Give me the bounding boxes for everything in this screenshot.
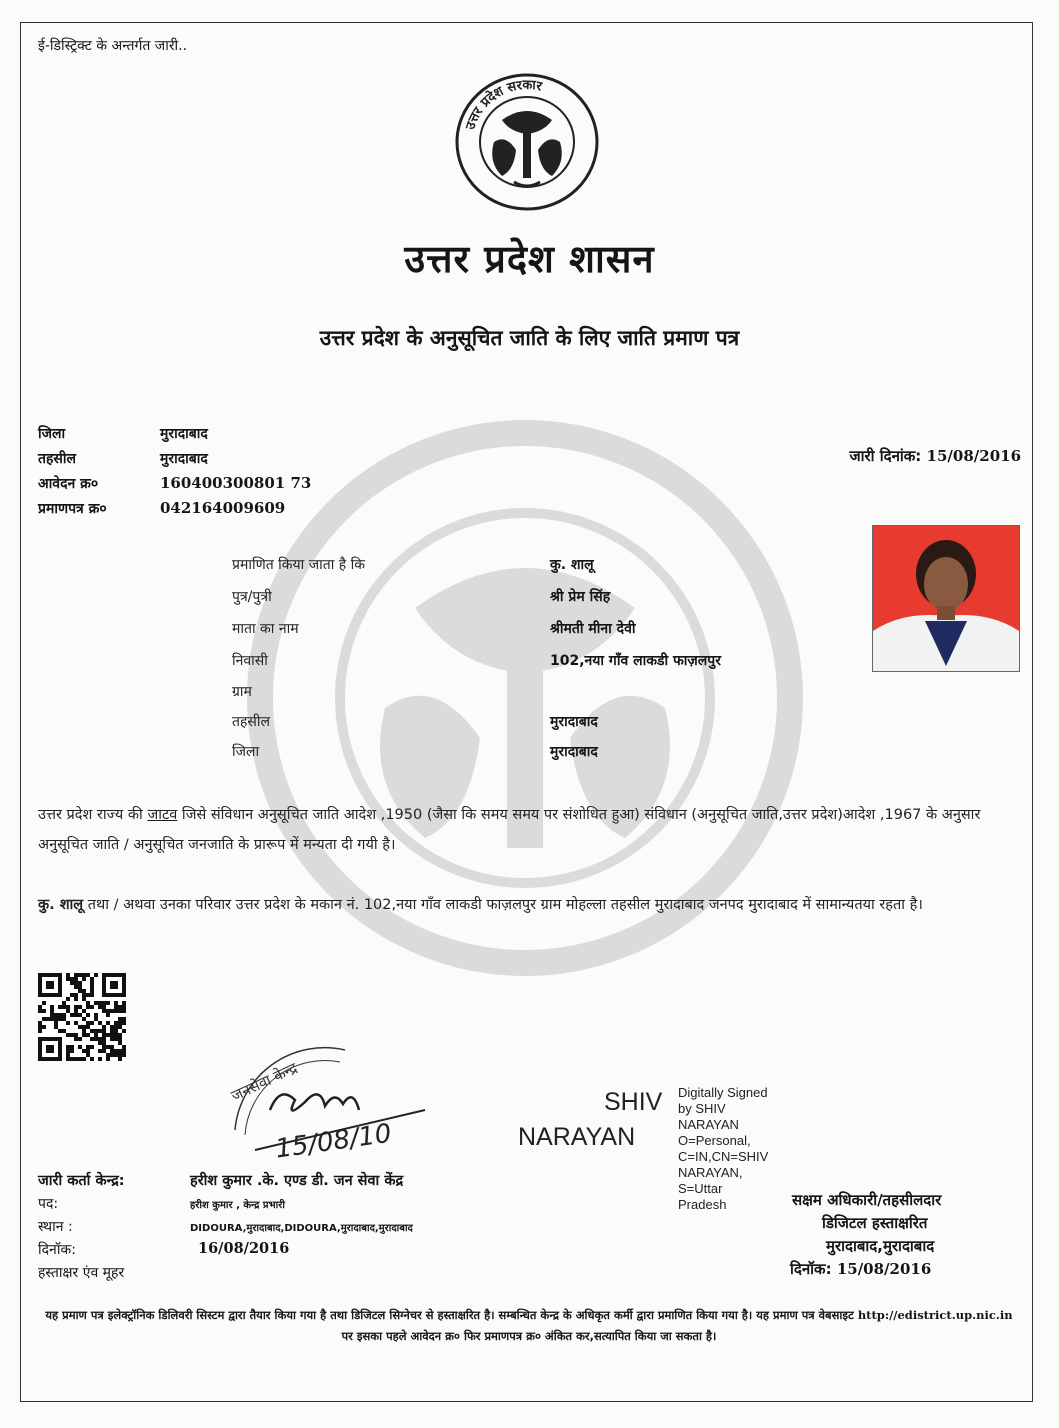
application-label: आवेदन क्र० [38,476,99,492]
csc-stamp-signature [225,1040,475,1180]
qr-cell [110,1053,114,1057]
qr-cell [98,1029,102,1033]
authority-digital-signed: डिजिटल हस्ताक्षरित [822,1214,928,1232]
qr-cell [102,1009,106,1013]
qr-cell [70,977,74,981]
district-label: जिला [38,426,66,442]
qr-cell [118,1009,122,1013]
qr-cell [114,1009,118,1013]
qr-cell [54,1013,58,1017]
qr-cell [58,1013,62,1017]
district-value: मुरादाबाद [160,426,208,442]
certificate-no-value: 042164009609 [160,499,286,517]
qr-cell [78,1037,82,1041]
qr-cell [102,1045,106,1049]
qr-cell [62,1001,66,1005]
qr-cell [42,1017,46,1021]
qr-cell [58,1017,62,1021]
qr-cell [94,1017,98,1021]
qr-cell [114,1033,118,1037]
qr-cell [102,1033,106,1037]
qr-cell [82,1009,86,1013]
sign-seal-label: हस्ताक्षर एंव मूहर [38,1265,125,1281]
qr-cell [122,1045,126,1049]
qr-cell [114,1037,118,1041]
qr-cell [122,1021,126,1025]
qr-cell [98,1021,102,1025]
qr-cell [90,981,94,985]
qr-cell [78,973,82,977]
residence-applicant-name: कु. शालू [38,897,84,913]
caste-name: जाटव [147,807,178,823]
qr-cell [86,1021,90,1025]
qr-cell [74,1009,78,1013]
qr-cell [102,1041,106,1045]
applicant-name: कु. शालू [550,557,594,573]
signer-name-line1: SHIV [604,1088,663,1116]
post-value: हरीश कुमार , केन्द्र प्रभारी [190,1200,285,1211]
qr-cell [110,1009,114,1013]
issuer-date-value: 16/08/2016 [198,1240,290,1257]
qr-cell [82,989,86,993]
qr-cell [78,989,82,993]
qr-cell [74,993,78,997]
issuing-centre-value: हरीश कुमार .के. एण्ड डी. जन सेवा केंद्र [190,1173,404,1189]
qr-cell [66,973,70,977]
qr-cell [114,1005,118,1009]
qr-cell [58,1005,62,1009]
qr-cell [106,1053,110,1057]
issue-date-label: जारी दिनांक: [849,447,922,465]
qr-cell [78,1013,82,1017]
qr-cell [118,1053,122,1057]
svg-text:जनसेवा केन्द्र: जनसेवा केन्द्र [228,1058,301,1106]
qr-cell [118,1017,122,1021]
resident-label: निवासी [232,653,268,669]
village-label: ग्राम [232,684,252,700]
qr-cell [78,981,82,985]
certify-tehsil-label: तहसील [232,714,270,730]
authority-location: मुरादाबाद,मुरादाबाद [826,1237,935,1255]
qr-cell [90,989,94,993]
qr-cell [102,1049,106,1053]
qr-cell [58,1029,62,1033]
qr-cell [82,1049,86,1053]
qr-cell [122,1053,126,1057]
qr-cell [114,1029,118,1033]
qr-cell [106,1045,110,1049]
qr-cell [74,1037,78,1041]
qr-cell [66,977,70,981]
qr-cell [74,1033,78,1037]
qr-cell [90,1037,94,1041]
applicant-photo [872,525,1020,672]
qr-cell [62,1017,66,1021]
qr-cell [102,1005,106,1009]
qr-cell [110,1049,114,1053]
svg-text:उत्तर प्रदेश सरकार: उत्तर प्रदेश सरकार [463,77,544,132]
up-government-emblem [454,72,600,212]
qr-cell [98,1005,102,1009]
qr-cell [82,993,86,997]
qr-cell [118,1057,122,1061]
qr-cell [50,1013,54,1017]
qr-cell [74,977,78,981]
qr-cell [90,993,94,997]
qr-cell [102,1001,106,1005]
qr-cell [62,1013,66,1017]
qr-cell [70,1057,74,1061]
qr-cell [70,1013,74,1017]
qr-cell [74,1013,78,1017]
residence-paragraph: कु. शालू तथा / अथवा उनका परिवार उत्तर प्रदेश के मकान नं. 102,नया गाँव लाकडी फाज़लपुर ग्राम मोहल्ला तहसील मुरादाबाद जनपद मुरादाबाद में सामान्यतया रहता है। [38,897,923,913]
qr-cell [54,1017,58,1021]
certify-tehsil-value: मुरादाबाद [550,714,598,730]
qr-cell [78,985,82,989]
qr-cell [86,1053,90,1057]
qr-cell [118,1021,122,1025]
qr-cell [110,1037,114,1041]
qr-cell [90,1057,94,1061]
qr-cell [74,997,78,1001]
qr-cell [66,1057,70,1061]
qr-cell [90,985,94,989]
qr-cell [90,1029,94,1033]
issuing-centre-label: जारी कर्ता केन्द्र: [38,1173,125,1189]
resident-address: 102,नया गाँव लाकडी फाज़लपुर [550,653,721,669]
qr-cell [82,977,86,981]
mother-label: माता का नाम [232,621,299,637]
child-of-label: पुत्र/पुत्री [232,589,272,605]
application-value: 160400300801 73 [160,474,312,492]
qr-cell [78,1045,82,1049]
qr-cell [114,1049,118,1053]
certify-district-value: मुरादाबाद [550,744,598,760]
document-subtitle: उत्तर प्रदेश के अनुसूचित जाति के लिए जाति प्रमाण पत्र [319,326,740,350]
authority-date [790,1259,931,1279]
qr-cell [70,993,74,997]
qr-cell [90,1005,94,1009]
qr-cell [86,1025,90,1029]
qr-cell [122,1017,126,1021]
qr-cell [90,1021,94,1025]
verification-url: http://edistrict.up.nic.in [857,1308,1013,1322]
signer-name-line2: NARAYAN [518,1123,636,1151]
qr-cell [70,981,74,985]
qr-cell [98,1037,102,1041]
place-label: स्थान : [38,1219,73,1235]
qr-cell [90,977,94,981]
digital-signature-info: Digitally Signed by SHIV NARAYAN O=Personal, C=IN,CN=SHIV NARAYAN, S=Uttar Pradesh [678,1085,769,1212]
qr-cell [102,1037,106,1041]
qr-cell [114,1001,118,1005]
qr-cell [82,1017,86,1021]
tehsil-label: तहसील [38,451,76,467]
qr-cell [118,1049,122,1053]
qr-cell [122,1009,126,1013]
issue-date [849,446,1021,466]
qr-cell [110,1033,114,1037]
qr-cell [94,1013,98,1017]
qr-cell [86,993,90,997]
qr-cell [122,1049,126,1053]
document-title: उत्तर प्रदेश शासन [404,237,655,281]
qr-cell [110,1045,114,1049]
qr-code [38,973,126,1061]
qr-cell [102,1025,106,1029]
qr-cell [66,1053,70,1057]
qr-cell [74,1005,78,1009]
post-label: पद: [38,1196,59,1212]
qr-cell [74,973,78,977]
qr-cell [110,1025,114,1029]
qr-cell [82,1029,86,1033]
qr-cell [110,1029,114,1033]
qr-cell [94,1029,98,1033]
qr-cell [78,1005,82,1009]
qr-cell [118,1025,122,1029]
qr-cell [62,1005,66,1009]
qr-cell [86,1045,90,1049]
qr-cell [66,1045,70,1049]
qr-cell [86,1049,90,1053]
qr-cell [106,1009,110,1013]
qr-cell [114,1053,118,1057]
svg-text:15/08/10: 15/08/10 [273,1118,394,1165]
qr-cell [86,1005,90,1009]
certify-intro-label: प्रमाणित किया जाता है कि [232,557,366,573]
qr-cell [118,1005,122,1009]
qr-cell [54,1021,58,1025]
certificate-no-label: प्रमाणपत्र क्र० [38,501,107,517]
qr-cell [74,1057,78,1061]
qr-cell [94,1037,98,1041]
authority-title: सक्षम अधिकारी/तहसीलदार [792,1191,942,1209]
qr-cell [66,1009,70,1013]
qr-cell [50,1009,54,1013]
qr-cell [74,1021,78,1025]
qr-cell [70,1049,74,1053]
qr-cell [82,1057,86,1061]
qr-cell [118,1033,122,1037]
qr-cell [62,1029,66,1033]
qr-cell [114,1025,118,1029]
qr-cell [50,1005,54,1009]
qr-cell [66,1049,70,1053]
qr-cell [38,1005,42,1009]
qr-cell [94,973,98,977]
qr-cell [86,1033,90,1037]
qr-cell [106,1001,110,1005]
qr-cell [102,1029,106,1033]
certify-district-label: जिला [232,744,260,760]
qr-cell [122,1029,126,1033]
qr-cell [74,985,78,989]
qr-cell [78,1057,82,1061]
qr-cell [122,1005,126,1009]
qr-cell [98,1041,102,1045]
qr-cell [82,997,86,1001]
qr-cell [42,1001,46,1005]
qr-cell [38,1025,42,1029]
caste-paragraph: उत्तर प्रदेश राज्य की जाटव जिसे संविधान अनुसूचित जाति आदेश ,1950 (जैसा कि समय समय पर संशोधित हुआ) संविधान (अनुसूचित जाति,उत्तर प्रदेश)आदेश ,1967 के अनुसार अनुसूचित जाति / अनुसूचित जनजाति के प्रारूप में मन्यता दी गयी है। [38,807,981,853]
qr-cell [86,1001,90,1005]
qr-cell [42,1025,46,1029]
qr-cell [106,1033,110,1037]
authority-date-label: दिनॉक: [790,1260,832,1278]
qr-cell [70,1045,74,1049]
issue-date-value: 15/08/2016 [926,447,1021,465]
mother-name: श्रीमती मीना देवी [550,621,636,637]
qr-cell [82,1033,86,1037]
qr-cell [66,1033,70,1037]
qr-cell [38,1009,42,1013]
qr-cell [66,1005,70,1009]
issued-under-note: ई-डिस्ट्रिक्ट के अन्तर्गत जारी.. [38,38,188,54]
qr-cell [118,1037,122,1041]
qr-cell [86,973,90,977]
qr-cell [94,1033,98,1037]
tehsil-value: मुरादाबाद [160,451,208,467]
qr-cell [38,1029,42,1033]
qr-cell [66,997,70,1001]
qr-cell [106,1057,110,1061]
qr-cell [82,1025,86,1029]
qr-cell [114,1021,118,1025]
qr-cell [46,1017,50,1021]
father-name: श्री प्रेम सिंह [550,589,611,605]
qr-cell [118,1041,122,1045]
qr-cell [106,1013,110,1017]
person-silhouette-icon [873,526,1019,671]
qr-cell [50,1017,54,1021]
qr-cell [98,1057,102,1061]
qr-cell [74,981,78,985]
authority-date-value: 15/08/2016 [836,1260,932,1278]
qr-cell [98,1001,102,1005]
qr-cell [94,1001,98,1005]
qr-cell [106,1021,110,1025]
qr-cell [90,1045,94,1049]
qr-cell [70,1033,74,1037]
qr-cell [66,1021,70,1025]
place-value: DIDOURA,मुरादाबाद,DIDOURA,मुरादाबाद,मुरादाबाद [190,1223,413,1234]
verification-footnote: यह प्रमाण पत्र इलेक्ट्रॉनिक डिलिवरी सिस्टम द्वारा तैयार किया गया है तथा डिजिटल सिग्नेचर से हस्ताक्षरित है। सम्बन्धित केन्द्र के अधिकृत कर्मी द्वारा प्रमाणित किया गया है। यह प्रमाण पत्र वेबसाइट http://edistrict.up.nic.in पर इसका पहले आवेदन क्र० फिर प्रमाणपत्र क्र० अंकित कर,सत्यापित किया जा सकता है। [45,1308,1013,1343]
qr-cell [122,1001,126,1005]
qr-cell [38,1021,42,1025]
qr-cell [78,1025,82,1029]
qr-cell [98,1049,102,1053]
issuer-date-label: दिनॉक: [38,1242,76,1258]
qr-cell [42,1009,46,1013]
qr-cell [86,1013,90,1017]
qr-cell [82,973,86,977]
qr-cell [54,1025,58,1029]
